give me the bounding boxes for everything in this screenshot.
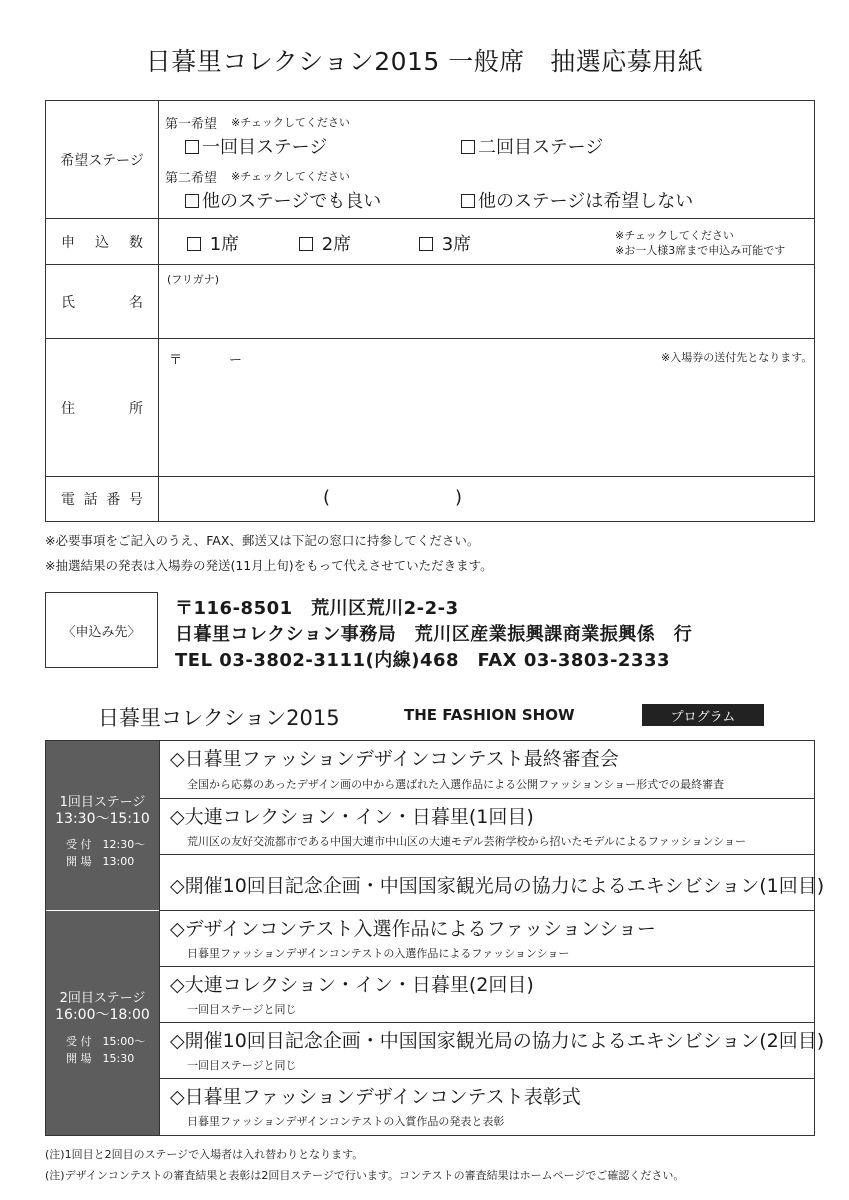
first-choice-hint: ※チェックしてください [231, 116, 350, 129]
name-label [46, 265, 159, 338]
address-row [46, 339, 814, 477]
program-item-desc: 日暮里ファッションデザインコンテストの入賞作品の発表と表彰 [187, 1115, 505, 1128]
stage-2-name: 2回目ステージ [59, 991, 146, 1006]
seats-option-3[interactable] [419, 230, 471, 256]
stage-2-reception: 受 付 15:00～ [66, 1035, 146, 1048]
program-item [159, 799, 814, 855]
second-option-any-label: 他のステージでも良い [202, 191, 382, 212]
phone-label-char: 電 [61, 492, 75, 508]
program-item-desc: 一回目ステージと同じ [187, 1059, 297, 1072]
checkbox-icon[interactable] [461, 140, 475, 154]
postal-mark: 〒 [169, 353, 183, 368]
program-item-title: ◇大連コレクション・イン・日暮里(2回目) [170, 974, 534, 996]
second-choice-hint: ※チェックしてください [231, 170, 350, 183]
stage-preference-label: 希望ステージ [46, 101, 159, 218]
phone-paren-open: ( [323, 487, 331, 508]
program-item-title: ◇開催10回目記念企画・中国国家観光局の協力によるエキシビション(1回目) [170, 875, 825, 897]
seats-label-char: 込 [95, 234, 109, 251]
seats-option-2-label: 2席 [321, 234, 352, 255]
stage-2-opening: 開 場 15:30 [66, 1052, 135, 1065]
contact-label: 〈申込み先〉 [45, 592, 158, 668]
program-item-desc: 一回目ステージと同じ [187, 1003, 297, 1016]
stage-2-time: 16:00～18:00 [55, 1007, 150, 1023]
note-submission: ※必要事項をご記入のうえ、FAX、郵送又は下記の窓口に持参してください。 [45, 533, 480, 548]
program-item [159, 1079, 814, 1135]
application-form [45, 100, 815, 522]
stage-1-reception: 受 付 12:30～ [66, 838, 146, 851]
name-row [46, 265, 814, 339]
program-item-title: ◇開催10回目記念企画・中国国家観光局の協力によるエキシビション(2回目) [170, 1030, 825, 1052]
program-item [159, 967, 814, 1023]
seats-label [46, 219, 159, 264]
program-item-title: ◇日暮里ファッションデザインコンテスト最終審査会 [170, 748, 619, 770]
footnote-audience-swap: (注)1回目と2回目のステージで入場者は入れ替わりとなります。 [45, 1148, 364, 1161]
stage-2-cell [46, 911, 159, 1135]
checkbox-icon[interactable] [185, 140, 199, 154]
program-title: 日暮里コレクション2015 [98, 706, 340, 730]
furigana-label: (フリガナ) [167, 273, 220, 286]
stage-preference-row [46, 101, 814, 219]
name-label-char: 名 [129, 294, 143, 311]
checkbox-icon[interactable] [299, 237, 313, 251]
contact-phone-fax: TEL 03-3802-3111(内線)468 FAX 03-3803-2333 [175, 650, 671, 671]
page-title: 日暮里コレクション2015 一般席 抽選応募用紙 [145, 47, 704, 76]
seats-option-2[interactable] [299, 230, 351, 256]
first-option-stage2-label: 二回目ステージ [478, 137, 604, 158]
first-option-stage1[interactable] [185, 133, 327, 159]
checkbox-icon[interactable] [419, 237, 433, 251]
program-item-desc: 荒川区の友好交流都市である中国大連市中山区の大連モデル芸術学校から招いたモデルによるファッションショー [187, 835, 746, 848]
stage-1-cell [46, 741, 159, 911]
address-label-char: 所 [129, 400, 143, 417]
name-label-char: 氏 [61, 294, 75, 311]
postal-dash: ー [229, 353, 243, 368]
contact-office: 日暮里コレクション事務局 荒川区産業振興課商業振興係 行 [175, 624, 693, 645]
program-item [159, 855, 825, 911]
seats-option-1-label: 1席 [209, 234, 240, 255]
first-choice-label: 第一希望 [165, 117, 218, 132]
address-label [46, 339, 159, 476]
note-results: ※抽選結果の発表は入場券の発送(11月上旬)をもって代えさせていただきます。 [45, 558, 493, 573]
program-item-title: ◇大連コレクション・イン・日暮里(1回目) [170, 806, 534, 828]
seats-option-3-label: 3席 [441, 234, 472, 255]
footnote-contest-results: (注)デザインコンテストの審査結果と表彰は2回目ステージで行います。コンテストの審査結果はホームページでご確認ください。 [45, 1169, 685, 1182]
program-item [159, 741, 814, 799]
program-item-desc: 日暮里ファッションデザインコンテストの入選作品によるファッションショー [187, 947, 570, 960]
seats-option-1[interactable] [187, 230, 239, 256]
stage-1-time: 13:30～15:10 [55, 811, 150, 827]
address-label-char: 住 [61, 400, 75, 417]
program-item [159, 1023, 825, 1079]
address-field[interactable] [159, 339, 814, 476]
first-option-stage2[interactable] [461, 133, 603, 159]
program-item-desc: 全国から応募のあったデザイン画の中から選ばれた入選作品による公開ファッションショー形式での最終審査 [187, 778, 725, 791]
phone-label [46, 477, 159, 521]
first-option-stage1-label: 一回目ステージ [202, 137, 328, 158]
phone-row [46, 477, 814, 521]
checkbox-icon[interactable] [187, 237, 201, 251]
seats-label-char: 数 [129, 234, 143, 251]
stage-1-name: 1回目ステージ [59, 795, 146, 810]
seats-label-char: 申 [61, 234, 75, 251]
phone-paren-close: ) [455, 487, 463, 508]
phone-label-char: 番 [106, 492, 121, 508]
program-badge: プログラム [642, 704, 764, 726]
second-choice-label: 第二希望 [165, 171, 218, 186]
program-item-title: ◇デザインコンテスト入選作品によるファッションショー [170, 918, 656, 940]
stage-1-opening: 開 場 13:00 [66, 855, 135, 868]
phone-field[interactable] [159, 477, 814, 521]
seats-note-check: ※チェックしてください [615, 229, 734, 242]
checkbox-icon[interactable] [461, 194, 475, 208]
program-item-title: ◇日暮里ファッションデザインコンテスト表彰式 [170, 1086, 581, 1108]
phone-label-char: 話 [83, 492, 98, 508]
phone-label-char: 号 [128, 492, 143, 508]
second-option-any-stage[interactable] [185, 187, 381, 213]
second-option-no-other[interactable] [461, 187, 693, 213]
name-field[interactable] [159, 265, 814, 338]
second-option-no-other-label: 他のステージは希望しない [478, 191, 694, 212]
program-table [45, 740, 825, 1136]
program-subtitle: THE FASHION SHOW [404, 706, 575, 724]
seats-note-limit: ※お一人様3席まで申込み可能です [615, 244, 786, 257]
seats-row [46, 219, 814, 265]
address-note: ※入場券の送付先となります。 [661, 351, 813, 364]
checkbox-icon[interactable] [185, 194, 199, 208]
program-item [159, 911, 814, 967]
contact-address: 〒116-8501 荒川区荒川2-2-3 [175, 598, 459, 619]
